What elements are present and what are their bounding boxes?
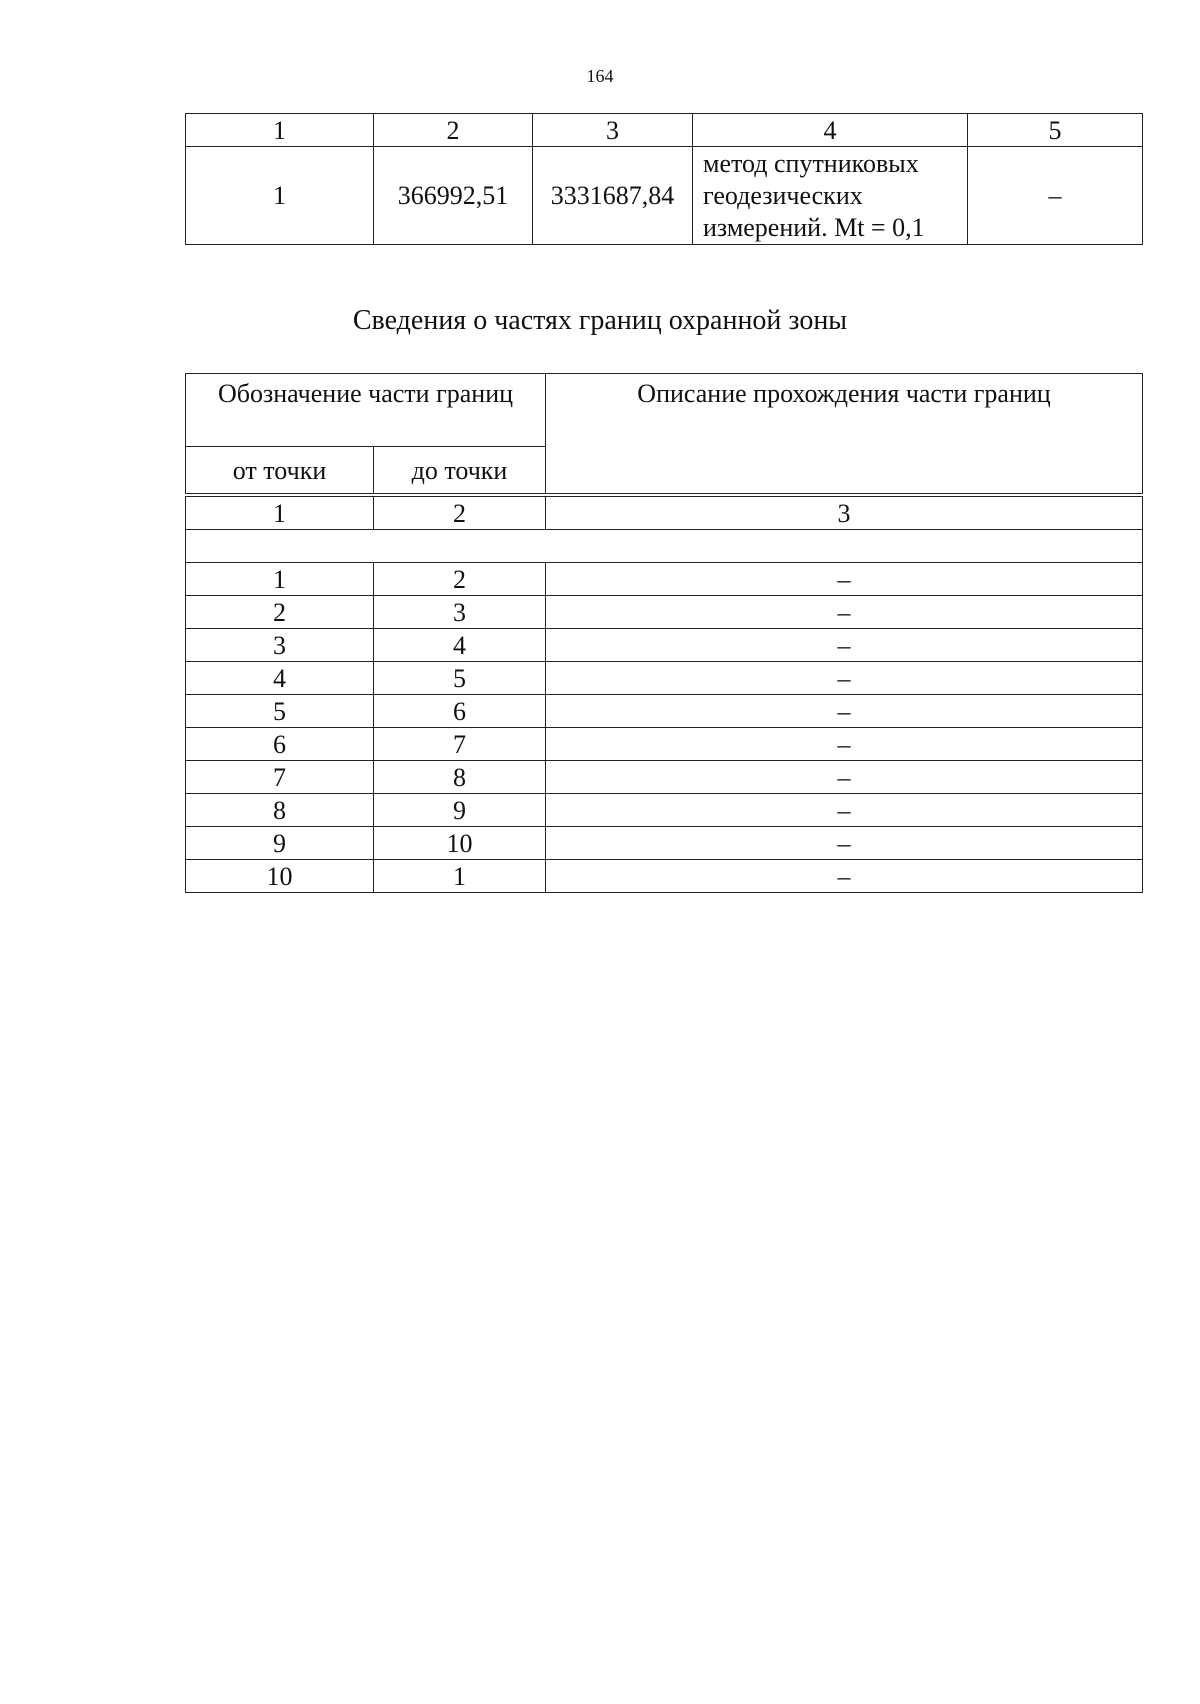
column-number: 5 bbox=[968, 114, 1143, 147]
description: – bbox=[546, 761, 1143, 794]
column-number: 4 bbox=[693, 114, 968, 147]
from-point: 1 bbox=[186, 563, 374, 596]
boundary-parts-table bbox=[185, 373, 1143, 893]
table-row bbox=[186, 629, 1143, 662]
header-to-point: до точки bbox=[374, 447, 546, 494]
empty-row bbox=[186, 530, 1143, 563]
column-number: 2 bbox=[374, 114, 533, 147]
table-header-row bbox=[186, 374, 1143, 447]
from-point: 4 bbox=[186, 662, 374, 695]
table-row bbox=[186, 563, 1143, 596]
to-point: 3 bbox=[374, 596, 546, 629]
table-row bbox=[186, 728, 1143, 761]
method-line: измерений. Mt = 0,1 bbox=[703, 212, 925, 242]
from-point: 2 bbox=[186, 596, 374, 629]
description: – bbox=[546, 563, 1143, 596]
from-point: 5 bbox=[186, 695, 374, 728]
table-row bbox=[186, 147, 1143, 245]
description: – bbox=[546, 794, 1143, 827]
empty-cell bbox=[186, 530, 1143, 563]
column-number: 3 bbox=[546, 497, 1143, 530]
method-line: геодезических bbox=[703, 180, 863, 210]
from-point: 3 bbox=[186, 629, 374, 662]
column-numbers-row bbox=[186, 497, 1143, 530]
table-header-row bbox=[186, 114, 1143, 147]
table-row bbox=[186, 695, 1143, 728]
column-number: 1 bbox=[186, 497, 374, 530]
coordinate-x: 366992,51 bbox=[374, 147, 533, 245]
table-row bbox=[186, 794, 1143, 827]
point-number: 1 bbox=[186, 147, 374, 245]
description: – bbox=[546, 827, 1143, 860]
description: – bbox=[546, 728, 1143, 761]
to-point: 6 bbox=[374, 695, 546, 728]
table-row bbox=[186, 860, 1143, 893]
to-point: 8 bbox=[374, 761, 546, 794]
from-point: 7 bbox=[186, 761, 374, 794]
coordinate-y: 3331687,84 bbox=[533, 147, 693, 245]
column-number: 2 bbox=[374, 497, 546, 530]
to-point: 9 bbox=[374, 794, 546, 827]
description: – bbox=[546, 695, 1143, 728]
coordinates-table bbox=[185, 113, 1143, 245]
method-description bbox=[693, 147, 968, 245]
to-point: 4 bbox=[374, 629, 546, 662]
from-point: 8 bbox=[186, 794, 374, 827]
table-row bbox=[186, 761, 1143, 794]
table-row bbox=[186, 827, 1143, 860]
to-point: 7 bbox=[374, 728, 546, 761]
to-point: 2 bbox=[374, 563, 546, 596]
description: – bbox=[546, 596, 1143, 629]
section-title: Сведения о частях границ охранной зоны bbox=[352, 305, 848, 336]
header-boundary-part: Обозначение части границ bbox=[186, 374, 546, 447]
description: – bbox=[546, 629, 1143, 662]
column-number: 1 bbox=[186, 114, 374, 147]
to-point: 1 bbox=[374, 860, 546, 893]
table-row bbox=[186, 596, 1143, 629]
from-point: 10 bbox=[186, 860, 374, 893]
to-point: 5 bbox=[374, 662, 546, 695]
to-point: 10 bbox=[374, 827, 546, 860]
table-row bbox=[186, 662, 1143, 695]
column-number: 3 bbox=[533, 114, 693, 147]
header-description: Описание прохождения части границ bbox=[546, 374, 1143, 494]
from-point: 6 bbox=[186, 728, 374, 761]
description: – bbox=[546, 860, 1143, 893]
page-number: 164 bbox=[586, 66, 614, 86]
method-line: метод спутниковых bbox=[703, 148, 919, 178]
description: – bbox=[546, 662, 1143, 695]
extra-value: – bbox=[968, 147, 1143, 245]
header-from-point: от точки bbox=[186, 447, 374, 494]
from-point: 9 bbox=[186, 827, 374, 860]
